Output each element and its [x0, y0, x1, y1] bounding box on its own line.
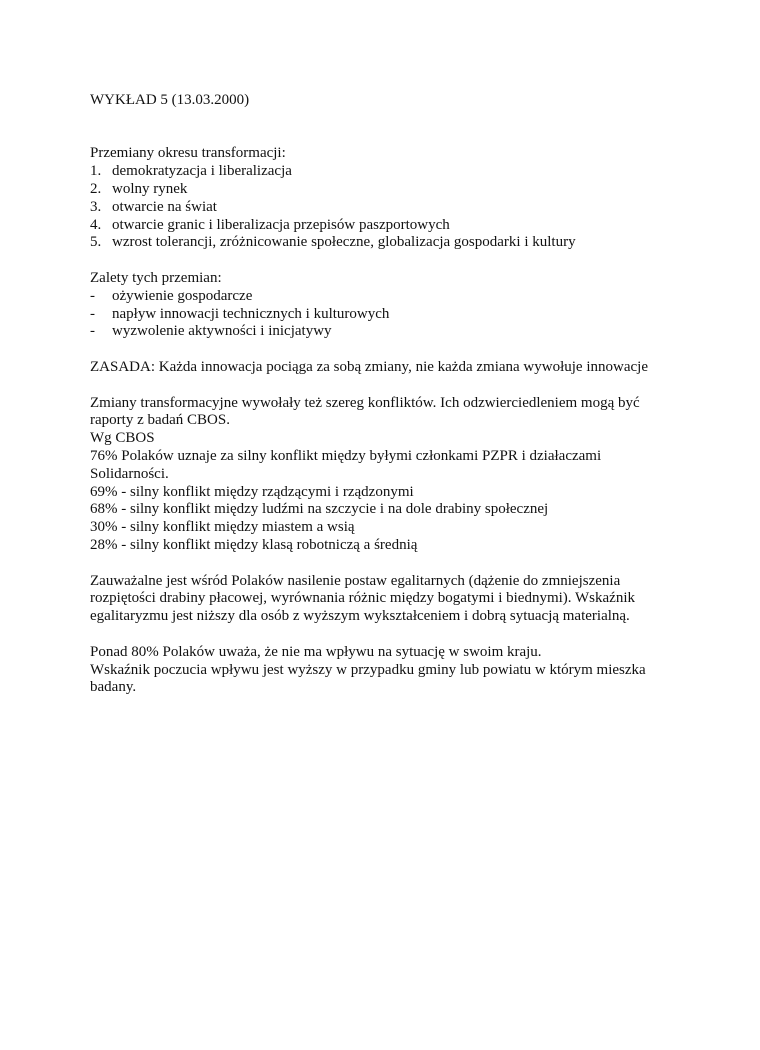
spacer [90, 252, 680, 270]
egalitarian-paragraph: Zauważalne jest wśród Polaków nasilenie postaw egalitarnych (dążenie do zmniejszenia rozpiętości drabiny płacowej, wyrównania różnic między bogatymi i biednymi). Wskaźnik egalitaryzmu jest niższy dla osób z wyższym wykształceniem i dobrą sytuacją materialną. [90, 572, 635, 625]
influence-line: Ponad 80% Polaków uważa, że nie ma wpływu na sytuację w swoim kraju. [90, 643, 542, 660]
conflicts-intro: Zmiany transformacyjne wywołały też szereg konfliktów. Ich odzwierciedleniem mogą być raporty z badań CBOS. [90, 394, 640, 429]
document-page [90, 92, 680, 697]
list-number: 1. [90, 163, 102, 180]
list-item [90, 163, 680, 181]
bullet-list [90, 288, 680, 341]
dash-bullet-icon: - [90, 287, 95, 304]
spacer [90, 377, 680, 395]
spacer [90, 110, 680, 146]
spacer [90, 626, 680, 644]
section-heading-transformations: Przemiany okresu transformacji: [90, 145, 286, 162]
list-item-text: demokratyzacja i liberalizacja [112, 163, 292, 180]
list-number: 2. [90, 180, 102, 197]
list-item [90, 323, 680, 341]
rule-statement: ZASADA: Każda innowacja pociąga za sobą zmiany, nie każda zmiana wywołuje innowacje [90, 358, 648, 375]
conflict-line: 28% - silny konflikt między klasą robotniczą a średnią [90, 536, 418, 553]
list-item [90, 181, 680, 199]
conflict-line: 30% - silny konflikt między miastem a wsią [90, 519, 355, 536]
list-item-text: otwarcie granic i liberalizacja przepisów paszportowych [112, 216, 450, 233]
list-item-text: ożywienie gospodarcze [112, 287, 253, 304]
lecture-title: WYKŁAD 5 (13.03.2000) [90, 92, 250, 108]
list-item [90, 234, 680, 252]
conflicts-source: Wg CBOS [90, 430, 155, 447]
influence-line: Wskaźnik poczucia wpływu jest wyższy w przypadku gminy lub powiatu w którym mieszka badany. [90, 661, 646, 696]
list-item [90, 288, 680, 306]
list-item-text: wyzwolenie aktywności i inicjatywy [112, 323, 332, 340]
list-number: 3. [90, 198, 102, 215]
conflict-line: 76% Polaków uznaje za silny konflikt między byłymi członkami PZPR i działaczami Solidarności. [90, 447, 602, 482]
section-heading-advantages: Zalety tych przemian: [90, 269, 222, 286]
list-item [90, 217, 680, 235]
dash-bullet-icon: - [90, 323, 95, 340]
list-item [90, 199, 680, 217]
list-item-text: wolny rynek [112, 180, 188, 197]
conflict-line: 68% - silny konflikt między ludźmi na szczycie i na dole drabiny społecznej [90, 501, 549, 518]
spacer [90, 341, 680, 359]
list-item [90, 306, 680, 324]
spacer [90, 555, 680, 573]
list-item-text: napływ innowacji technicznych i kulturowych [112, 305, 390, 322]
list-item-text: wzrost tolerancji, zróżnicowanie społeczne, globalizacja gospodarki i kultury [112, 234, 576, 251]
conflict-line: 69% - silny konflikt między rządzącymi i rządzonymi [90, 483, 414, 500]
numbered-list [90, 163, 680, 252]
list-number: 4. [90, 216, 102, 233]
list-item-text: otwarcie na świat [112, 198, 217, 215]
list-number: 5. [90, 234, 102, 251]
dash-bullet-icon: - [90, 305, 95, 322]
